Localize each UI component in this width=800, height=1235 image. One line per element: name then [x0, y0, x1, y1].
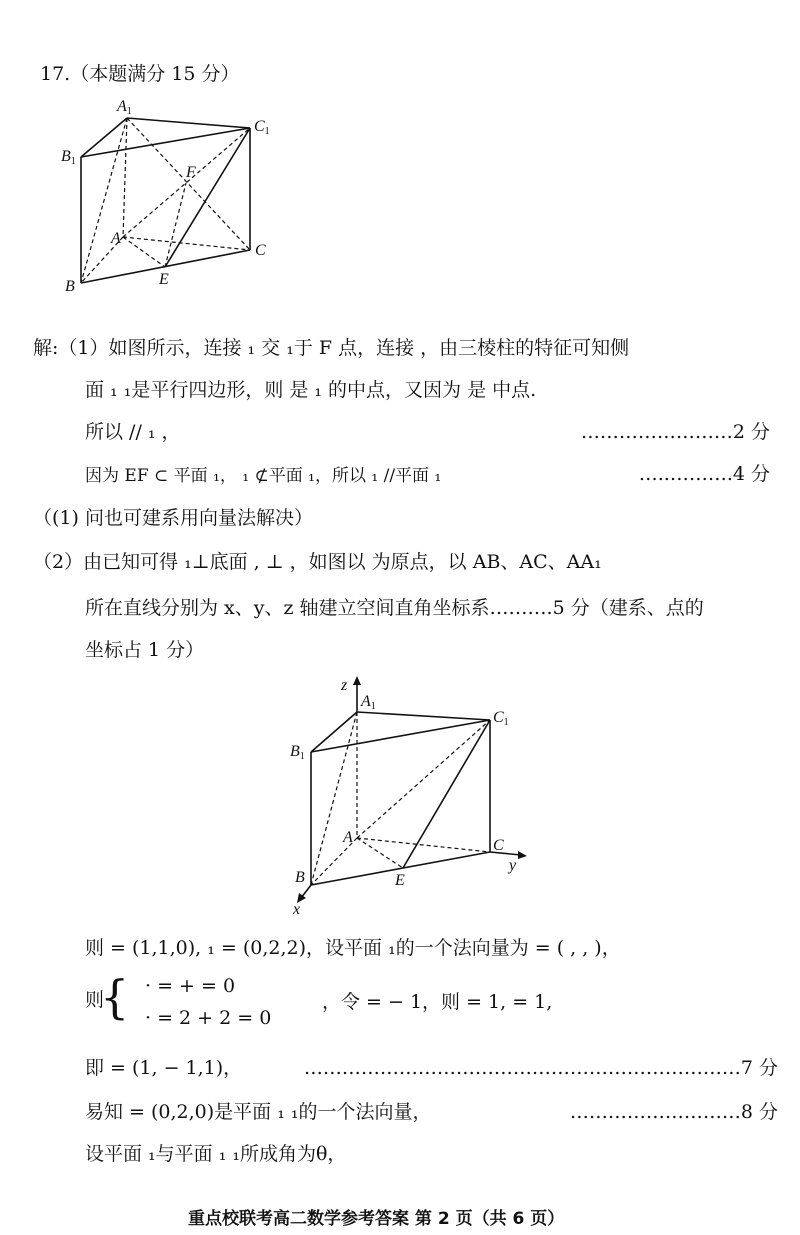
label-c1: C1 [254, 118, 270, 137]
edge2-a1-b [311, 712, 357, 885]
edge2-b1-c1 [311, 720, 490, 752]
label-e: E [159, 271, 169, 288]
label-b1: B1 [61, 148, 76, 167]
label2-a: A [343, 829, 353, 846]
problem-title: 17.（本题满分 15 分） [40, 63, 240, 85]
solution-part1-line2: 面 ₁ ₁是平行四边形，则 是 ₁ 的中点，又因为 是 中点. [85, 379, 537, 401]
edge-a1-a [123, 118, 127, 237]
system-eq1: · = + = 0 [145, 975, 236, 997]
score-2: ……………………2 分 [580, 421, 770, 443]
edge2-a-e [357, 838, 403, 868]
label2-x: x [293, 901, 301, 918]
solution-part2-line2: 所在直线分别为 x、y、z 轴建立空间直角坐标系……….5 分（建系、点的 [85, 597, 704, 619]
label2-e: E [395, 872, 405, 889]
z-axis-arrow [353, 676, 361, 685]
edge2-a-c1 [357, 720, 490, 838]
label-a1: A1 [117, 98, 132, 117]
edge2-c1-e [403, 720, 490, 868]
system-eq2: · = 2 + 2 = 0 [145, 1007, 272, 1029]
solution-part1-line3: 所以 // ₁ ， [85, 421, 181, 443]
solution-part1-note: （(1) 问也可建系用向量法解决） [33, 507, 313, 529]
score-4: …..……….4 分 [638, 463, 770, 485]
label2-b: B [295, 869, 305, 886]
solution-part3-line1: 则 = (1,1,0), ₁ = (0,2,2)，设平面 ₁的一个法向量为 = ( , , )， [85, 937, 621, 959]
edge2-a-c [357, 838, 490, 852]
solution-plane-normal: 易知 = (0,2,0)是平面 ₁ ₁的一个法向量， [85, 1101, 432, 1123]
edge2-a1-c1 [357, 712, 490, 720]
label2-c1: C1 [493, 709, 509, 728]
label2-b1: B1 [290, 743, 305, 762]
label-a: A [111, 230, 121, 247]
score-7: ……………………………………………………………7 分 [303, 1057, 778, 1079]
label2-y: y [509, 857, 517, 874]
page-footer: 重点校联考高二数学参考答案 第 2 页（共 6 页） [188, 1209, 565, 1229]
edge-a-e [123, 237, 165, 267]
edge-a1-c1 [127, 118, 250, 128]
solution-part2-line1: （2）由已知可得 ₁⊥底面 , ⊥ ，如图以 为原点，以 AB、AC、AA₁ [33, 551, 602, 573]
label-b: B [65, 278, 75, 295]
edge-e-f [165, 183, 186, 267]
system-after: ，令 = − 1，则 = 1, = 1, [322, 991, 553, 1013]
solution-angle: 设平面 ₁与平面 ₁ ₁所成角为θ， [85, 1143, 347, 1165]
system-prefix: 则 [85, 989, 105, 1011]
y-axis-arrow [518, 851, 527, 859]
edge2-a1-b1 [311, 712, 357, 752]
edge-a-c [123, 237, 250, 250]
label-c: C [255, 242, 266, 259]
label2-z: z [341, 677, 348, 694]
solution-part1-line1: 解:（1）如图所示，连接 ₁ 交 ₁于 F 点，连接 ，由三棱柱的特征可知侧 [33, 337, 630, 359]
solution-normal-vector: 即 = (1, − 1,1)， [85, 1057, 243, 1079]
prism-figure-2 [285, 670, 545, 920]
label2-a1: A1 [361, 693, 376, 712]
prism-figure-1 [55, 95, 355, 305]
solution-part1-line4: 因为 EF ⊂ 平面 ₁， ₁ ⊄平面 ₁，所以 ₁ //平面 ₁ [85, 466, 442, 486]
label-f: F [186, 164, 196, 181]
edge-a1-b1 [81, 118, 127, 157]
label2-c: C [493, 837, 504, 854]
system-brace: { [100, 970, 130, 1024]
edge-b1-c1 [81, 128, 250, 157]
solution-part2-line3: 坐标占 1 分） [85, 639, 205, 661]
score-8: ………………………8 分 [569, 1101, 778, 1123]
